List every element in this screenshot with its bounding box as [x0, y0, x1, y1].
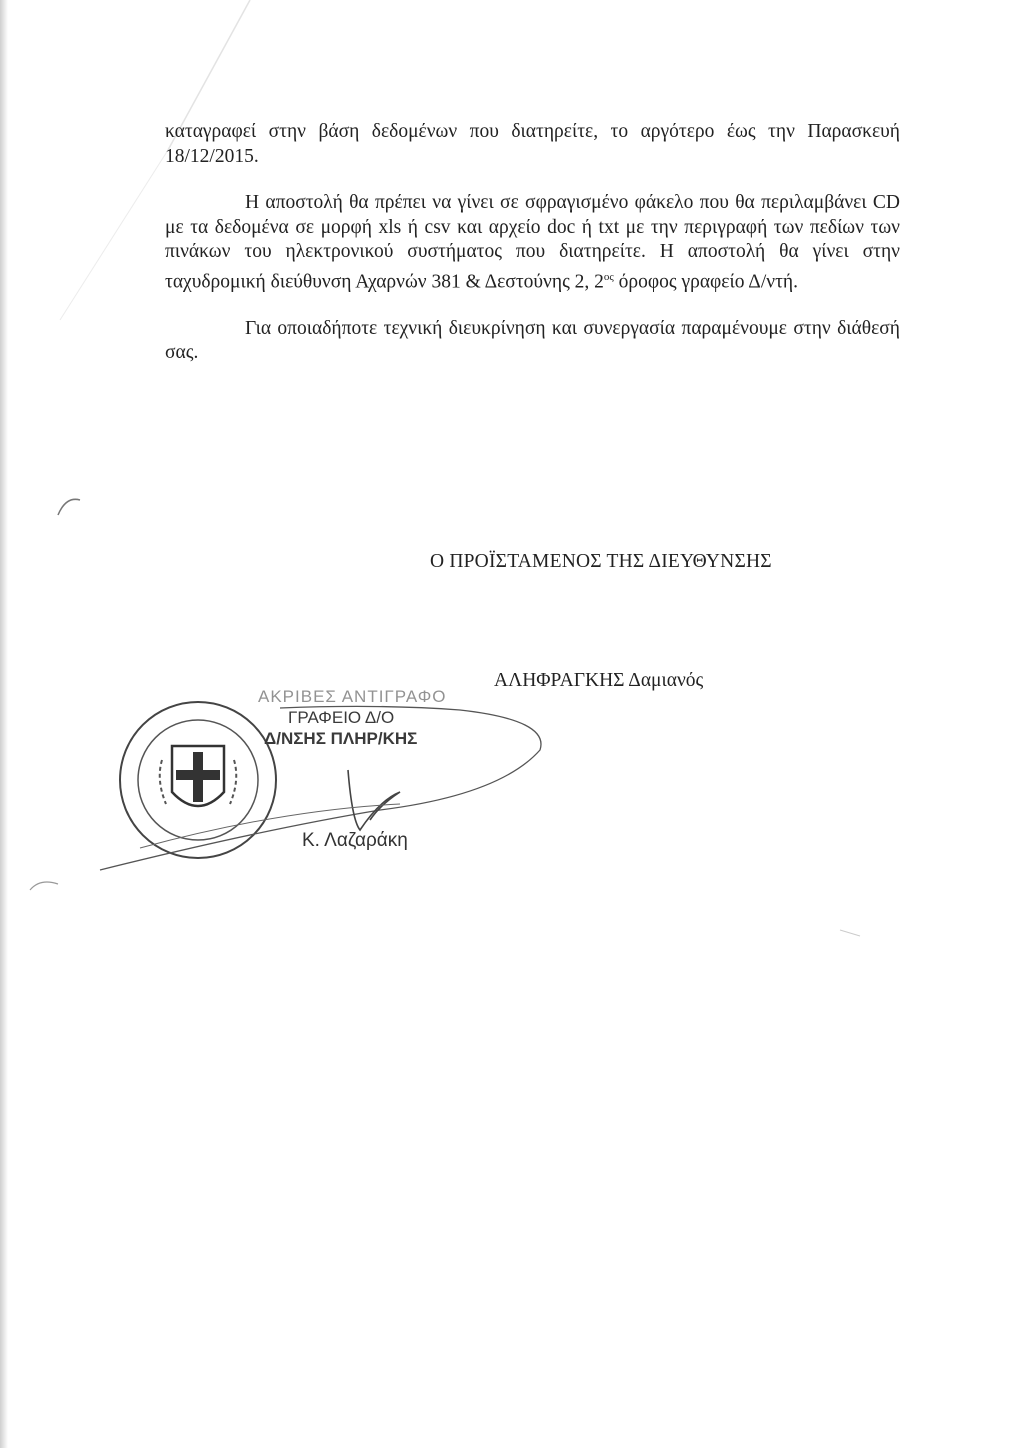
floor-ordinal: ος — [603, 270, 614, 283]
director-name: ΑΛΗΦΡΑΓΚΗΣ Δαμιανός — [494, 670, 704, 691]
true-copy-stamp — [258, 686, 578, 749]
certifier-name: Κ. Λαζαράκη — [302, 830, 408, 851]
directorate-label: Δ/ΝΣΗΣ ΠΛΗΡ/ΚΗΣ — [264, 729, 418, 748]
delivery-text-main: Η αποστολή θα πρέπει να γίνει σε σφραγισμένο φάκελο που θα περιλαμβάνει CD με τα δεδομένα σε μορφή xls ή csv και αρχείο doc ή txt με την περιγραφή των πεδίων των πινάκων του ηλεκτρονικού συστήματος που διατηρείτε. Η αποστολή θα γίνει στην ταχυδρομική διεύθυνση Αχαρνών 381 & Δεστούνης 2, 2 — [165, 192, 900, 292]
office-label: ΓΡΑΦΕΙΟ Δ/Ο — [288, 708, 395, 727]
delivery-text-end: όροφος γραφείο Δ/ντή. — [613, 271, 798, 292]
paragraph-delivery-instructions — [165, 191, 900, 295]
certification-stamp — [80, 680, 600, 880]
paragraph-deadline: καταγραφεί στην βάση δεδομένων που διατηρείτε, το αργότερο έως την Παρασκευή 18/12/2015. — [165, 121, 900, 167]
paragraph-contact: Για οποιαδήποτε τεχνική διευκρίνηση και συνεργασία παραμένουμε στην διάθεσή σας. — [165, 317, 900, 363]
letter-body — [165, 120, 900, 366]
director-title: Ο ΠΡΟΪΣΤΑΜΕΝΟΣ ΤΗΣ ΔΙΕΥΘΥΝΣΗΣ — [430, 551, 772, 572]
true-copy-label: ΑΚΡΙΒΕΣ ΑΝΤΙΓΡΑΦΟ — [258, 687, 447, 706]
